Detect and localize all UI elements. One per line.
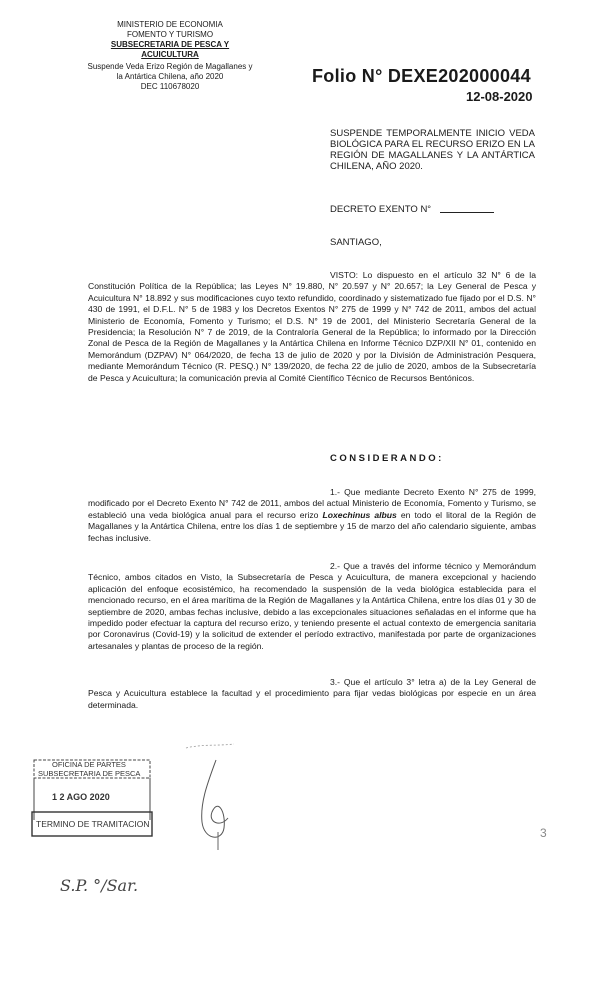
considerando-1-text: 1.- Que mediante Decreto Exento N° 275 de 1999, modificado por el Decreto Exento N° 742 de 2011, ambos del actual Ministerio de Economía, Fomento y Turismo, se estableció una veda biológica anual para el recurso erizo xyxy=(88,487,536,520)
decreto-label: DECRETO EXENTO N° xyxy=(330,204,432,215)
reference-line-3: DEC 110678020 xyxy=(140,82,200,91)
considerando-heading: CONSIDERANDO: xyxy=(330,453,444,464)
considerando-3: 3.- Que el artículo 3° letra a) de la Ley General de Pesca y Acuicultura establece la facultad y el procedimiento para fijar vedas biológicas por especie en un área determinada. xyxy=(88,677,536,710)
reference-line-2: la Antártica Chilena, año 2020 xyxy=(116,72,224,81)
considerando-1-text-end: en todo el litoral de la Región de Magallanes y la Antártica Chilena, entre los días 1 de septiembre y 15 de marzo del año calendario siguiente, ambas fechas inclusive. xyxy=(88,509,537,543)
document-date: 12-08-2020 xyxy=(466,89,533,104)
reference-line-1: Suspende Veda Erizo Región de Magallanes y xyxy=(87,62,253,71)
considerando-1 xyxy=(88,487,536,544)
stamp-line-3: TERMINO DE TRAMITACION xyxy=(36,819,150,829)
stamp-line-2: SUBSECRETARIA DE PESCA xyxy=(38,769,141,778)
visto-paragraph: VISTO: Lo dispuesto en el artículo 32 N° 6 de la Constitución Política de la República; las Leyes N° 19.880, N° 20.597 y N° 20.657; la Ley General de Pesca y Acuicultura N° 18.892 y sus modificaciones cuyo texto refundido, coordinado y sistematizado fue fijado por el D.S. N° 430 de 1991, el D.F.L. N° 5 de 1983 y los Decretos Exentos N° 275 de 1999 y N° 742 de 2011, ambos del actual Ministerio de Economía, Fomento y Turismo; el D.S. N° 19 de 2001, del Ministerio Secretaría General de la Presidencia; la Resolución N° 7 de 2019, de la Contraloría General de la República; lo informado por la Dirección Zonal de Pesca de la Región de Magallanes y la Antártica Chilena en Informe Técnico DZP/XII N° 01, contenido en Memorándum (DZPAV) N° 064/2020, de fecha 13 de julio de 2020 y por la División de Administración Pesquera, mediante Memorándum Técnico (R. PESQ.) N° 139/2020, de fecha 22 de julio de 2020, ambos de la Subsecretaría de Pesca y Acuicultura; la comunicación previa al Comité Científico Técnico de Recursos Bentónicos. xyxy=(88,270,536,383)
decree-subject: SUSPENDE TEMPORALMENTE INICIO VEDA BIOLÓGICA PARA EL RECURSO ERIZO EN LA REGIÓN DE MAGALLANES Y LA ANTÁRTICA CHILENA, AÑO 2020. xyxy=(330,128,535,172)
ministry-line-2: FOMENTO Y TURISMO xyxy=(126,30,214,39)
page-mark: 3 xyxy=(540,826,547,840)
signature-scribble xyxy=(178,742,258,852)
folio-number: Folio N° DEXE202000044 xyxy=(312,66,531,86)
decreto-number-blank xyxy=(440,212,494,213)
stamp-date: 1 2 AGO 2020 xyxy=(52,792,110,802)
handwritten-note: S.P. °/Sar. xyxy=(60,876,139,895)
stamp-line-1: OFICINA DE PARTES xyxy=(52,760,126,769)
considerando-2: 2.- Que a través del informe técnico y Memorándum Técnico, ambos citados en Visto, la Subsecretaría de Pesca y Acuicultura, de manera excepcional y haciendo aplicación del enfoque ecosistémico, ha recomendado la suspensión de la veda biológica establecida para el mencionado recurso, en el área marítima de la Región de Magallanes y la Antártica Chilena, entre los días 01 y 30 de septiembre de 2020, ambas fechas inclusive, debido a las excepcionales situaciones señaladas en el informe que ha impedido poder efectuar la captura del recurso erizo, y teniendo presente el actual contexto de emergencia sanitaria por Coronavirus (Covid-19) y la solicitud de extender el período extractivo, manifestada por parte de organizaciones artesanales y plantas de proceso de la región. xyxy=(88,561,536,651)
subsecretaria-line-1: SUBSECRETARIA DE PESCA Y xyxy=(110,40,230,49)
subsecretaria-line-2: ACUICULTURA xyxy=(141,50,199,59)
ministry-line-1: MINISTERIO DE ECONOMIA xyxy=(117,20,223,29)
office-stamp xyxy=(30,758,154,840)
place-label: SANTIAGO, xyxy=(330,237,382,248)
species-name: Loxechinus albus xyxy=(322,509,397,520)
